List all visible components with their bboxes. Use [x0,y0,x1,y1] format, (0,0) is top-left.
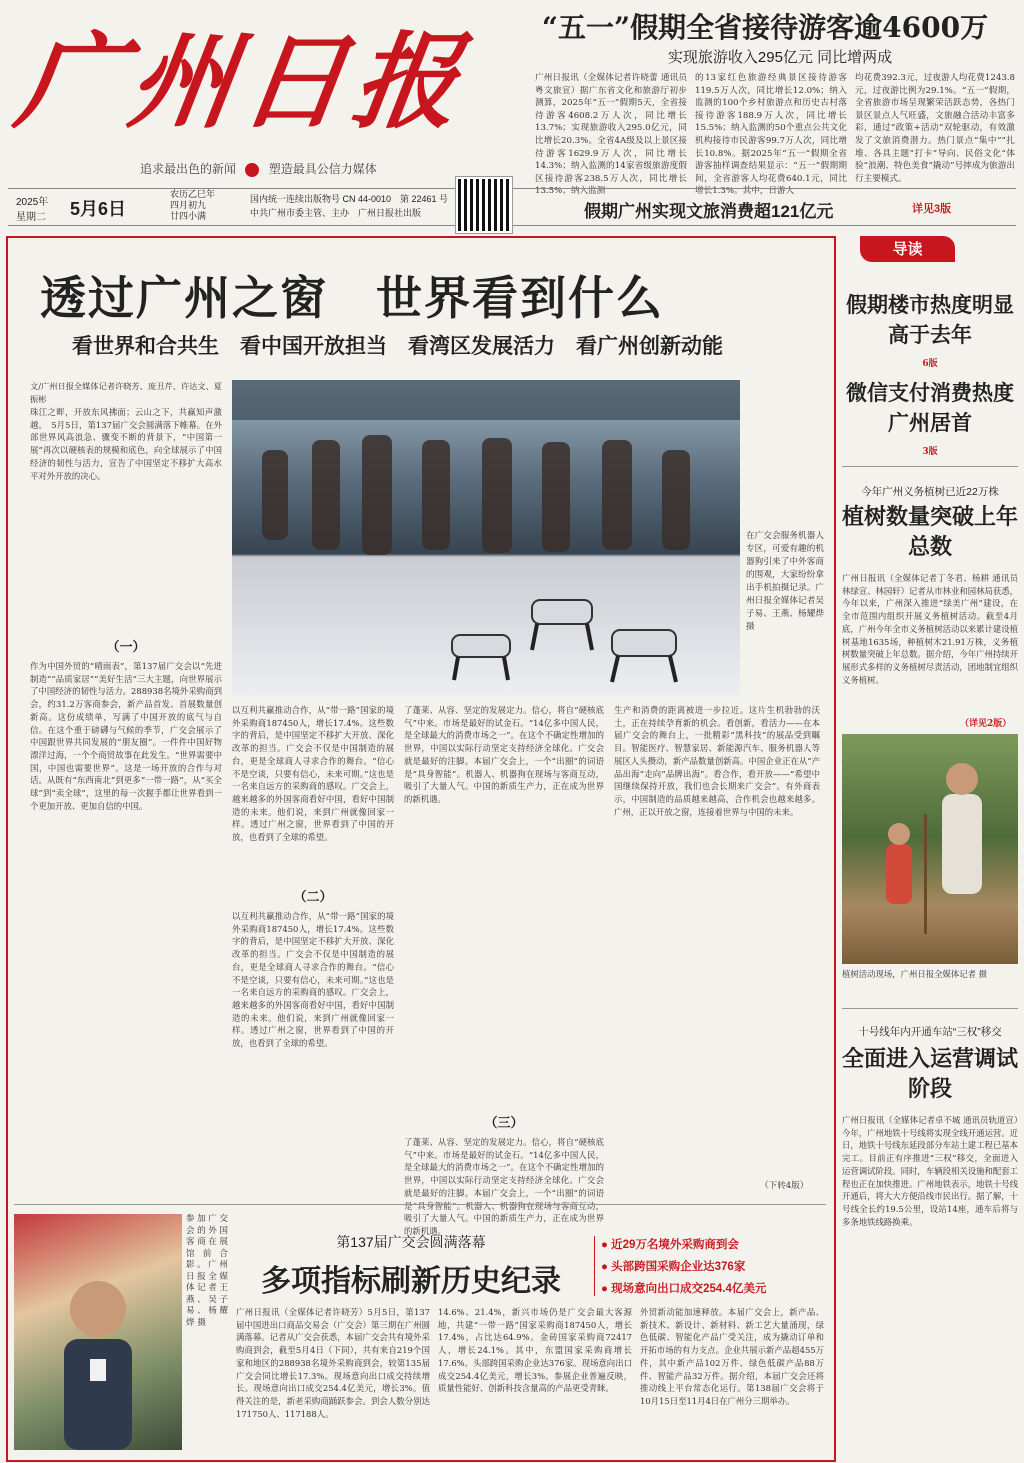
date-weekday: 星期二 [16,212,46,223]
main-col4: 生产和消费的距离被进一步拉近。这片生机勃勃的沃土，正在持续孕育新的机会。看创新，看活力——在本届广交会的舞台上，一批精彩“黑科技”的展品受到瞩目。智能医疗、智慧家居、新能源汽车、服务机器人等展区人头攒动，新产品数量创新高。中国企业正在从“产品出海”走向“品牌出海”。看合作，看开放——“希望中国继续保持开放，我们也会长期来广交会”。有外商表示，中国制造的品质越来越高，合作机会也越来越多。广州，正以开放之窗，连接着世界与中国的未来。 [614,705,820,817]
main-photo-caption: 在广交会服务机器人专区，可爱有趣的机器狗引来了中外客商的围观，大家纷纷拿出手机拍摄记录。广州日报全媒体记者吴子易、王燕、杨耀烨 摄 [746,531,824,632]
top-headline[interactable]: “五一”假期全省接待游客逾4600万 [541,11,989,44]
highlight-multinationals: ● 头部跨国采购企业达376家 [601,1261,746,1273]
guide-item-housing-ref[interactable]: 6版 [922,359,938,369]
highlight-buyers: ● 近29万名境外采购商到会 [601,1239,739,1251]
masthead-slogan [140,160,377,177]
metro-kicker: 十号线年内开通车站“三权”移交 [858,1026,1002,1038]
guide-tag: 导读 [860,236,955,262]
top-story-col2: 的13家红色旅游经典景区接待游客119.5万人次，同比增长12.0%；纳入监测的100个乡村旅游点和历史古村落接待游客188.9万人次，同比增长15.5%；纳入监测的50个重点公共文化机构接待市民游客99.7万人次，同比增长10.8%。据2025年“五一”假期全省游客抽样调查结果显示：“五一”假期期间，全省游客人均花费640.1元，同比增长1.3%。其中，日游人 [695,73,847,197]
lunar-year: 农历乙巳年 [170,189,216,199]
lunar-date: 四月初九 [170,200,207,210]
guide-item-wechat-pay-ref[interactable]: 3版 [922,447,938,457]
date-year: 2025年 [16,197,49,208]
tree-body: 广州日报讯（全媒体记者丁冬君、杨耕 通讯员林绿宣、林园轩）记者从市林业和园林局获悉，今年以来，广州深入推进“绿美广州”建设，在全市范围内组织开展义务植树活动。截至4月底，广州今年全市义务植树活动以来累计建设植树基地1635场，种植树木21.91万株，义务植树数量突破上年总数。据介绍，今年广州持续开展形式多样的义务植树尽责活动，团地制宜组织义务植树。 [842,573,1018,685]
main-col3: 了蓬莱、从容、坚定的发展定力。信心，将自“硬核底气”中来。市场是最好的试金石。“14亿多中国人民，是全球最大的消费市场之一”。在这个不确定性增加的世界，中国以实际行动坚定支持经济全球化。广交会就是最好的注脚。本届广交会上，一个“出圈”的词语是“具身智能”。机器人、机器狗在现场与客商互动，吸引了大量人气。中国的新质生产力，正在成为世界的新机遇。 [404,705,604,804]
main-subheadline: 看世界和合共生 看中国开放担当 看湾区发展活力 看广州创新动能 [72,333,723,358]
main-lead: 珠江之畔，开放东风拂面；云山之下，共赢知声激越。 5月5日，第137届广交会圆满落下帷幕。在外部世界风高浪急、骤变不断的背景下，“中国第一展”再次以硬核表的规模和底色，向全球展示了中国经济的韧性与活力，宣告了中国坚定不移扩大高水平对外开放的决心。 [30,407,222,481]
robot-dog-illustration [232,380,740,696]
sub-col3: 外贸新动能加速释放。本届广交会上，新产品、新技术、新设计、新材料、新工艺大量涌现，绿色低碳、智能化产品广受关注，成为撬动订单和开拓市场的有力支点。企业共展示新产品超455万件，其中新产品102万件、绿色低碳产品88万件、智能产品32万件。据介绍，本届广交会还将推动线上平台常态化运行。第138届广交会将于10月15日至11月4日在广州分三期举办。 [640,1307,824,1406]
section-one-mark: （一） [106,640,146,655]
highlight-export-deals: ● 现场意向出口成交254.4亿美元 [601,1283,767,1295]
main-col2-bottom: 以互利共赢推动合作，从“带一路”国家的境外采购商187450人，增长17.4%。这些数字的背后，是中国坚定不移扩大开放、深化改革的担当。广交会不仅是中国制造的展台，更是全球商人寻求合作的舞台。“信心不是空谈，只要有信心，未来可期。”这也是一名来自远方的采购商的感叹。广交会上，越来越多的外国客商看好中国，看好中国制造的未来。他们说，来到广州就像回家一样。透过广州之窗，世界看到了中国的开放，也看到了全球的希望。 [232,911,394,1049]
right-divider-2 [842,1008,1018,1009]
main-col1: 作为中国外贸的“晴雨表”，第137届广交会以“先进制造”“品质家居”“美好生活”三大主题，向世界展示了中国经济的韧性与活力。288938名境外采购商到会，约31.2万客商参会，新产品首发、首展数量创新高。这份成绩单，写满了中国开放的底气与自信。在这个重于磅礴与气候的季节，广交会展示了中国跟世界共同发展的“朋友圈”。一件件中国好物漂洋过海，一个个商贸故事在此发生。“世界需要中国，中国也需要世界”。这是一场开放的合作与对话。从既有“东西南北”到更多“一带一路”，从“买全球”到“卖全球”，这里的每一次握手都让世界看到一个更加开放、更加自信的中国。 [30,661,222,811]
metro-headline[interactable]: 全面进入运营调试阶段 [841,1046,1018,1102]
right-divider-1 [842,466,1018,467]
tree-planting-photo [842,734,1018,964]
slogan-left: 追求最出色的新闻 [140,162,237,176]
logo-text: 广州日报 [9,20,475,143]
guide-item-housing[interactable]: 假期楼市热度明显高于去年 [846,292,1014,347]
sub-col1: 广州日报讯（全媒体记者许晓芳）5月5日，第137届中国进出口商品交易会（广交会）第三期在广州圆满落幕。记者从广交会获悉，本届广交会共有境外采购商到会，截至5月4日（下同），共有来自219个国家和地区的288938名境外采购商到会，较第135届广交会同比增长17.3%。现场意向出口成交持续增长。现场意向出口成交254.4亿美元，增长3%。值得关注的是，新老采购商踊跃参会。到会人数分别达171750人、117188人。 [236,1307,430,1419]
teaser-headline[interactable]: 假期广州实现文旅消费超121亿元 [584,202,834,221]
slogan-right: 塑造最具公信力媒体 [268,162,377,176]
sub-kicker: 第137届广交会圆满落幕 [336,1234,486,1250]
top-subhead: 实现旅游收入295亿元 同比增两成 [667,49,893,66]
metro-body: 广州日报讯（全媒体记者卓不城 通讯员轨道宣）今年，广州地铁十号线将实现全线开通运营。近日，地铁十号线东延段部分车站土建工程已基本完工。目前正有序推进“三权”移交，全面进入运营调试阶段。同时，车辆段相关设施和配套工程也正在加快推进。广州地铁表示，地铁十号线开通后，将大大方便沿线市民出行。据了解，十号线全长约19.5公里，设站14座，通车后将与多条地铁线路换乘。 [842,1115,1018,1227]
slogan-logo-icon [245,163,259,177]
top-story-col1: 广州日报讯（全媒体记者许晓蕾 通讯员粤文旅宣）据广东省文化和旅游厅初步测算，2025年“五一”假期5天，全省接待游客4608.2万人次，同比增长13.7%；实现旅游收入295.0亿元，同比增长20.3%。全省4A级及以上景区接待游客1629.9万人次，同比增长14.3%；纳入监测的14家省级旅游度假区接待游客238.5万人次，同比增长13.5%；纳入监测 [535,73,687,197]
main-headline[interactable]: 透过广州之窗 世界看到什么 [40,271,664,325]
publish-line1: 国内统一连续出版物号 CN 44-0010 第 22461 号 [250,194,449,204]
main-col2-top: 以互利共赢推动合作，从“带一路”国家的境外采购商187450人，增长17.4%。这些数字的背后，是中国坚定不移扩大开放、深化改革的担当。广交会不仅是中国制造的展台，更是全球商人寻求合作的舞台。“信心不是空谈，只要有信心，未来可期。”这也是一名来自远方的采购商的感叹。广交会上，越来越多的外国客商看好中国，看好中国制造的未来。他们说，来到广州就像回家一样。透过广州之窗，世界看到了中国的开放，也看到了全球的希望。 [232,705,394,843]
top-story-col3: 均花费392.3元，过夜游人均花费1243.8元，过夜游比例为29.1%。“五一”假期，全省旅游市场呈现繁荣活跃态势，各热门景区景点人气旺盛，文旅融合活动丰富多彩，通过“政策+活动”双轮驱动，有效激发了文旅消费潜力。热门景点“集中”“扎堆、各具主题”打卡”导向、民俗文化“体验”浪潮、特色美食“撬动”号摔成为旅游出行主要模式。 [855,73,1015,184]
main-byline: 文/广州日报全媒体记者许晓芳、庞丑芹、许达文、夏振彬 [30,381,222,404]
masthead-logo [9,12,578,162]
main-col3-bottom: 了蓬莱、从容、坚定的发展定力。信心，将自“硬核底气”中来。市场是最好的试金石。“14亿多中国人民，是全球最大的消费市场之一”。在这个不确定性增加的世界，中国以实际行动坚定支持经济全球化。广交会就是最好的注脚。本届广交会上，一个“出圈”的词语是“具身智能”。机器人、机器狗在现场与客商互动，吸引了大量人气。中国的新质生产力，正在成为世界的新机遇。 [404,1137,604,1236]
date-bar [8,188,1016,226]
tree-ref[interactable]: （详见2版） [960,719,1012,729]
lunar-block [170,189,215,222]
fair-visitor-photo [14,1214,182,1450]
date-year-block [16,193,48,223]
guide-item-wechat-pay[interactable]: 微信支付消费热度广州居首 [846,380,1014,435]
sub-highlights [594,1236,831,1296]
section-three-mark: （三） [484,1116,524,1131]
sub-headline[interactable]: 多项指标刷新历史纪录 [261,1264,561,1299]
continue-note[interactable]: （下转4版） [760,1181,809,1191]
teaser-ref[interactable]: 详见3版 [912,203,952,215]
tree-photo-caption: 植树活动现场，广州日报全媒体记者 摄 [842,969,988,979]
section-two-mark: （二） [293,890,333,905]
publish-line2: 中共广州市委主管、主办 广州日报社出版 [250,208,422,218]
tree-headline[interactable]: 植树数量突破上年总数 [841,504,1018,560]
sub-photo-caption: 参加广交会的外国客商在展馆前合影。广州日报全媒体记者王燕、吴子易、杨耀烨 摄 [186,1214,228,1328]
tree-kicker: 今年广州义务植树已近22万株 [861,486,999,498]
visitor-illustration [14,1214,182,1450]
tree-planting-illustration [842,734,1018,964]
section-divider [14,1204,826,1205]
sub-col2: 14.6%、21.4%，新兴市场仍是广交会最大客源地，共建“一带一路”国家采购商187450人，增长17.4%，占比达64.9%。金砖国家采购商72417人，增长24.1%。其中，东盟国家采购商增长17.6%。头部跨国采购企业达376家。现场意向出口成交254.4亿美元，增长3%。参展企业普遍反映，质量性能好、创新科技含量高的产品更受青睐。 [438,1307,632,1394]
canton-fair-robot-photo [232,380,740,696]
date-main: 5月6日 [70,199,127,219]
solar-term: 廿四小满 [170,211,207,221]
publish-info [250,192,448,220]
qr-code-icon[interactable] [456,177,512,233]
